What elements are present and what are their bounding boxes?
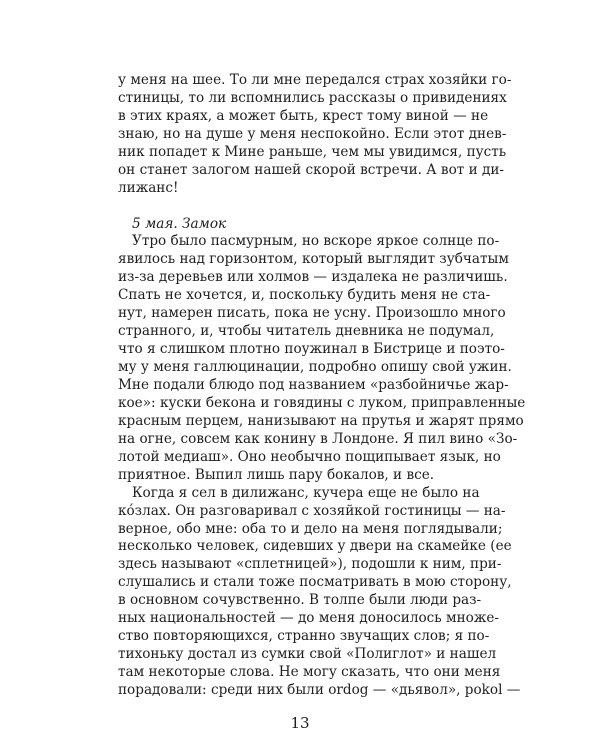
- text-line: ство повторяющихся, странно звучащих слов; я по-: [118, 628, 490, 644]
- text-line: в этих краях, а может быть, крест тому виной — не: [118, 108, 489, 124]
- text-line: ных национальностей — до меня доносилось множе-: [118, 610, 499, 626]
- text-line: странного, и, чтобы читатель дневника не подумал,: [118, 323, 495, 339]
- text-line: Когда я сел в дилижанс, кучера еще не было на: [132, 485, 480, 501]
- text-line: слушались и стали тоже посматривать в мою сторону,: [118, 574, 512, 590]
- text-line: там некоторые слова. Не могу сказать, что они меня: [118, 664, 501, 680]
- text-line: лижанс!: [118, 180, 179, 196]
- text-line: приятное. Выпил лишь пару бокалов, и все.: [118, 467, 435, 483]
- text-line: нут, намерен писать, пока не усну. Произошло много: [118, 305, 506, 321]
- text-line: порадовали: среди них были ordog — «дьявол», pokol —: [118, 682, 521, 698]
- text-line: из-за деревьев или холмов — издалека не различишь.: [118, 269, 508, 285]
- diary-entry-heading: 5 мая. Замок: [132, 216, 227, 232]
- text-line: Мне подали блюдо под названием «разбойничье жар-: [118, 377, 509, 393]
- text-line: му у меня галлюцинации, подробно опишу свой ужин.: [118, 359, 512, 375]
- text-line: несколько человек, сидевших у двери на скамейке (ее: [118, 538, 512, 554]
- text-line: лотой медиаш». Оно необычно пощипывает язык, но: [118, 449, 501, 465]
- text-line: Утро было пасмурным, но вскоре яркое солнце по-: [132, 233, 500, 249]
- text-line: знаю, но на душе у меня неспокойно. Если этот днев-: [118, 126, 507, 142]
- text-line: тихоньку достал из сумки свой «Полиглот» и нашел: [118, 646, 497, 662]
- text-line: ник попадет к Мине раньше, чем мы увидимся, пусть: [118, 144, 507, 160]
- text-line: верное, обо мне: оба то и дело на меня поглядывали;: [118, 521, 503, 537]
- text-line: он станет залогом нашей скорой встречи. А вот и ди-: [118, 162, 505, 178]
- page-number: 13: [290, 714, 310, 732]
- text-line: здесь называют «сплетницей»), подошли к ним, при-: [118, 556, 502, 572]
- text-line: стиницы, то ли вспомнились рассказы о привидениях: [118, 90, 507, 106]
- text-line: Спать не хочется, и, поскольку будить меня не ста-: [118, 287, 491, 303]
- text-line: красным перцем, нанизывают на прутья и жарят прямо: [118, 413, 524, 429]
- text-line: в основном сочувственно. В толпе были люди раз-: [118, 592, 482, 608]
- text-line: у меня на шее. То ли мне передался страх хозяйки го-: [118, 72, 512, 88]
- text-line: на огне, совсем как конину в Лондоне. Я пил вино «Зо-: [118, 431, 518, 447]
- text-line: явилось над горизонтом, который выглядит зубчатым: [118, 251, 509, 267]
- text-line: кóзлах. Он разговаривал с хозяйкой гостиницы — на-: [118, 503, 506, 519]
- text-line: кое»: куски бекона и говядины с луком, приправленные: [118, 395, 526, 411]
- text-line: что я слишком плотно поужинал в Бистрице и поэто-: [118, 341, 505, 357]
